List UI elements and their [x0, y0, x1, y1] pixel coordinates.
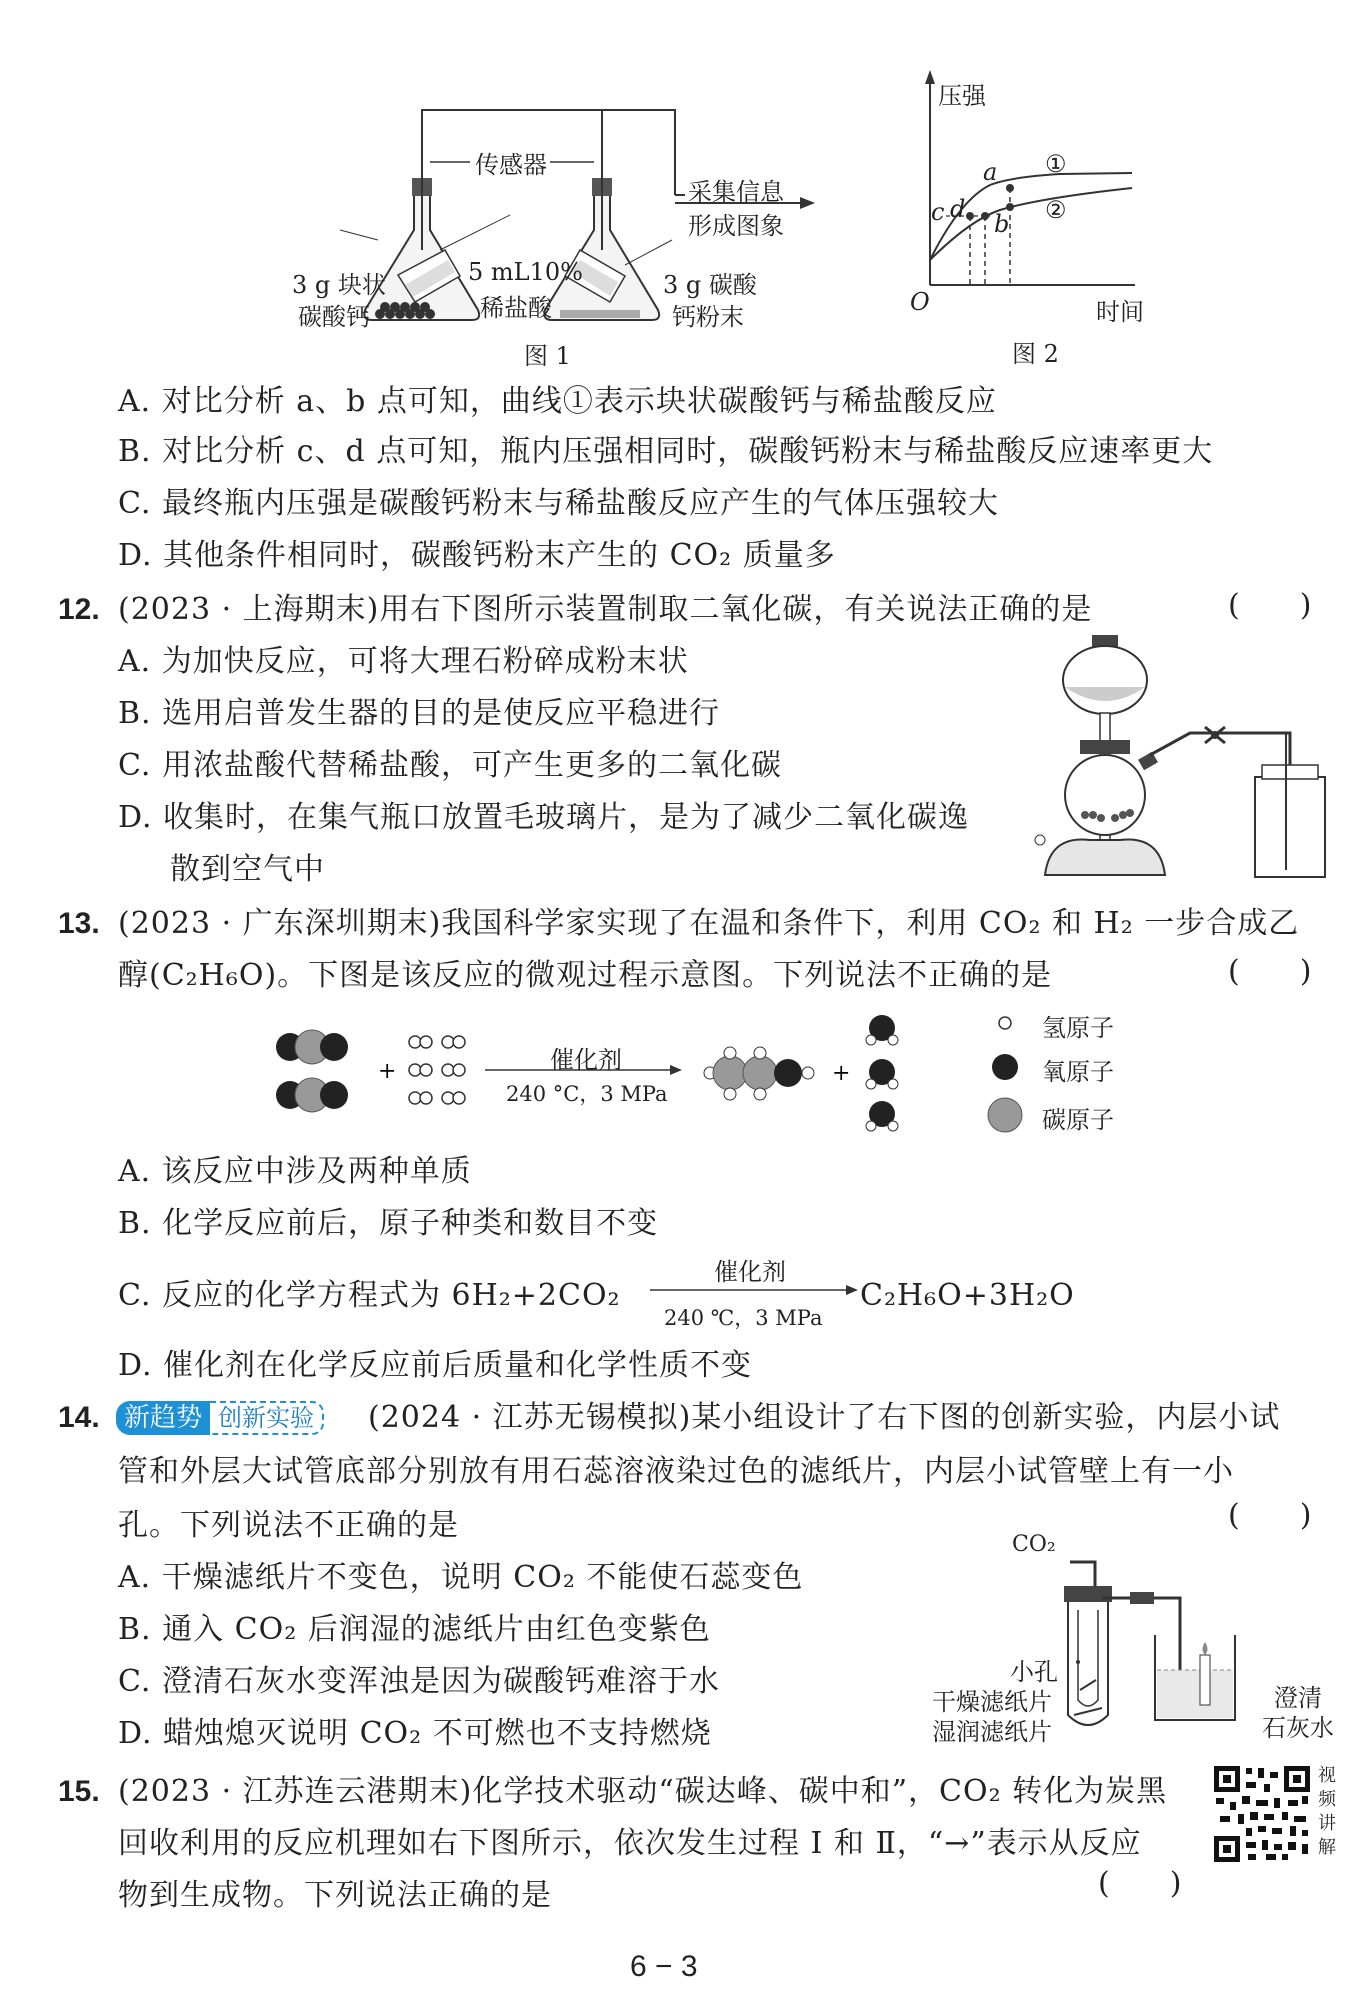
q14-option-c: C. 澄清石灰水变浑浊是因为碳酸钙难溶于水	[118, 1664, 720, 1699]
fig1-right-label-2: 钙粉末	[672, 303, 744, 331]
fig2-origin: O	[910, 288, 930, 316]
q13-stem-line1: (2023 · 广东深圳期末)我国科学家实现了在温和条件下，利用 CO₂ 和 H₂ 一步合成乙	[118, 906, 1300, 941]
fig14-wet-paper-label: 湿润滤纸片	[932, 1718, 1052, 1746]
page-number: 6 − 3	[630, 1950, 698, 1983]
q11-option-d: D. 其他条件相同时，碳酸钙粉末产生的 CO₂ 质量多	[118, 538, 836, 573]
fig1-caption: 图 1	[524, 342, 571, 370]
fig14-limewater-label-2: 石灰水	[1262, 1714, 1334, 1742]
fig2-xlabel: 时间	[1096, 298, 1144, 326]
q12-number: 12.	[58, 593, 100, 626]
fig2-caption: 图 2	[1012, 340, 1059, 368]
q12-option-c: C. 用浓盐酸代替稀盐酸，可产生更多的二氧化碳	[118, 748, 782, 783]
fig1-mid-label-2: 稀盐酸	[480, 294, 552, 322]
q15-stem-line2: 回收利用的反应机理如右下图所示，依次发生过程 Ⅰ 和 Ⅱ，“→”表示从反应	[118, 1826, 1142, 1861]
q15-number: 15.	[58, 1775, 100, 1808]
kipp-generator-figure	[1030, 635, 1330, 885]
q12-stem: (2023 · 上海期末)用右下图所示装置制取二氧化碳，有关说法正确的是	[118, 592, 1093, 627]
q13-answer-blank[interactable]: ( )	[1228, 954, 1312, 989]
q11-option-a: A. 对比分析 a、b 点可知，曲线①表示块状碳酸钙与稀盐酸反应	[118, 384, 997, 419]
q12-option-a: A. 为加快反应，可将大理石粉碎成粉末状	[118, 644, 689, 679]
q12-answer-blank[interactable]: ( )	[1228, 588, 1312, 623]
qr-code-icon[interactable]	[1212, 1764, 1312, 1864]
fig1-collect-label-2: 形成图象	[688, 212, 784, 240]
badge-trend: 新趋势	[116, 1401, 210, 1435]
q13-option-a: A. 该反应中涉及两种单质	[118, 1154, 472, 1189]
fig14-hole-label: 小孔	[1010, 1658, 1058, 1686]
q11-option-c: C. 最终瓶内压强是碳酸钙粉末与稀盐酸反应产生的气体压强较大	[118, 486, 999, 521]
svg-text:+: +	[378, 1059, 397, 1084]
q14-answer-blank[interactable]: ( )	[1228, 1498, 1312, 1533]
q14-option-b: B. 通入 CO₂ 后润湿的滤纸片由红色变紫色	[118, 1612, 711, 1647]
q14-number: 14.	[58, 1401, 100, 1434]
fig1-right-label: 3 g 碳酸	[663, 271, 757, 299]
fig2-curve-1: ①	[1045, 150, 1067, 178]
q14-option-a: A. 干燥滤纸片不变色，说明 CO₂ 不能使石蕊变色	[118, 1560, 804, 1595]
fig2-point-c: c	[931, 198, 945, 226]
q13-option-b: B. 化学反应前后，原子种类和数目不变	[118, 1206, 659, 1241]
svg-text:+: +	[832, 1061, 851, 1086]
legend-carbon: 碳原子	[1042, 1106, 1114, 1134]
fig2-point-a: a	[983, 158, 998, 186]
fig1-mid-label: 5 mL10%	[468, 258, 583, 286]
q13-option-d: D. 催化剂在化学反应前后质量和化学性质不变	[118, 1348, 753, 1383]
q13-equation-condition: 240 ℃，3 MPa	[664, 1306, 823, 1330]
q13-equation-catalyst: 催化剂	[714, 1258, 786, 1286]
video-explanation-label: 视频讲解	[1318, 1765, 1336, 1858]
fig1-collect-label: 采集信息	[688, 178, 784, 206]
q13-catalyst-label: 催化剂	[550, 1046, 622, 1074]
fig14-limewater-label: 澄清	[1274, 1684, 1322, 1712]
q15-stem-line3: 物到生成物。下列说法正确的是	[118, 1878, 552, 1913]
atom-legend	[985, 1005, 1025, 1140]
q15-answer-blank[interactable]: ( )	[1098, 1866, 1182, 1901]
fig1-sensor-label: 传感器	[475, 151, 547, 179]
q13-equation-products: C₂H₆O+3H₂O	[860, 1278, 1075, 1313]
fig2-ylabel: 压强	[938, 82, 986, 110]
q13-number: 13.	[58, 907, 100, 940]
fig14-co2-label: CO₂	[1012, 1532, 1056, 1557]
q13-stem-line2: 醇(C₂H₆O)。下图是该反应的微观过程示意图。下列说法不正确的是	[118, 958, 1053, 993]
q14-stem-line1: (2024 · 江苏无锡模拟)某小组设计了右下图的创新实验，内层小试	[368, 1400, 1281, 1435]
q12-option-d-cont: 散到空气中	[170, 852, 325, 887]
co2-test-tube-figure	[1040, 1550, 1240, 1735]
q11-option-b: B. 对比分析 c、d 点可知，瓶内压强相同时，碳酸钙粉末与稀盐酸反应速率更大	[118, 434, 1214, 469]
micro-reaction-diagram	[270, 1010, 930, 1140]
fig2-point-d: d	[950, 195, 966, 223]
fig1-left-label-2: 碳酸钙	[298, 303, 370, 331]
new-trend-badge	[116, 1400, 324, 1436]
q12-option-d: D. 收集时，在集气瓶口放置毛玻璃片，是为了减少二氧化碳逸	[118, 800, 970, 835]
fig2-curve-2: ②	[1045, 196, 1067, 224]
badge-experiment: 创新实验	[210, 1401, 324, 1435]
fig2-point-b: b	[994, 210, 1010, 238]
q12-option-b: B. 选用启普发生器的目的是使反应平稳进行	[118, 696, 721, 731]
q13-option-c: C. 反应的化学方程式为 6H₂+2CO₂	[118, 1278, 621, 1313]
q14-option-d: D. 蜡烛熄灭说明 CO₂ 不可燃也不支持燃烧	[118, 1716, 712, 1751]
fig14-dry-paper-label: 干燥滤纸片	[932, 1688, 1052, 1716]
fig1-left-label: 3 g 块状	[292, 271, 386, 299]
q13-equation-arrow	[650, 1280, 860, 1300]
q14-stem-line3: 孔。下列说法不正确的是	[118, 1508, 459, 1543]
q13-condition-label: 240 °C，3 MPa	[506, 1082, 668, 1106]
q15-stem-line1: (2023 · 江苏连云港期末)化学技术驱动“碳达峰、碳中和”，CO₂ 转化为炭黑	[118, 1774, 1168, 1809]
legend-hydrogen: 氢原子	[1042, 1014, 1114, 1042]
legend-oxygen: 氧原子	[1042, 1058, 1114, 1086]
q14-stem-line2: 管和外层大试管底部分别放有用石蕊溶液染过色的滤纸片，内层小试管壁上有一小	[118, 1454, 1234, 1489]
